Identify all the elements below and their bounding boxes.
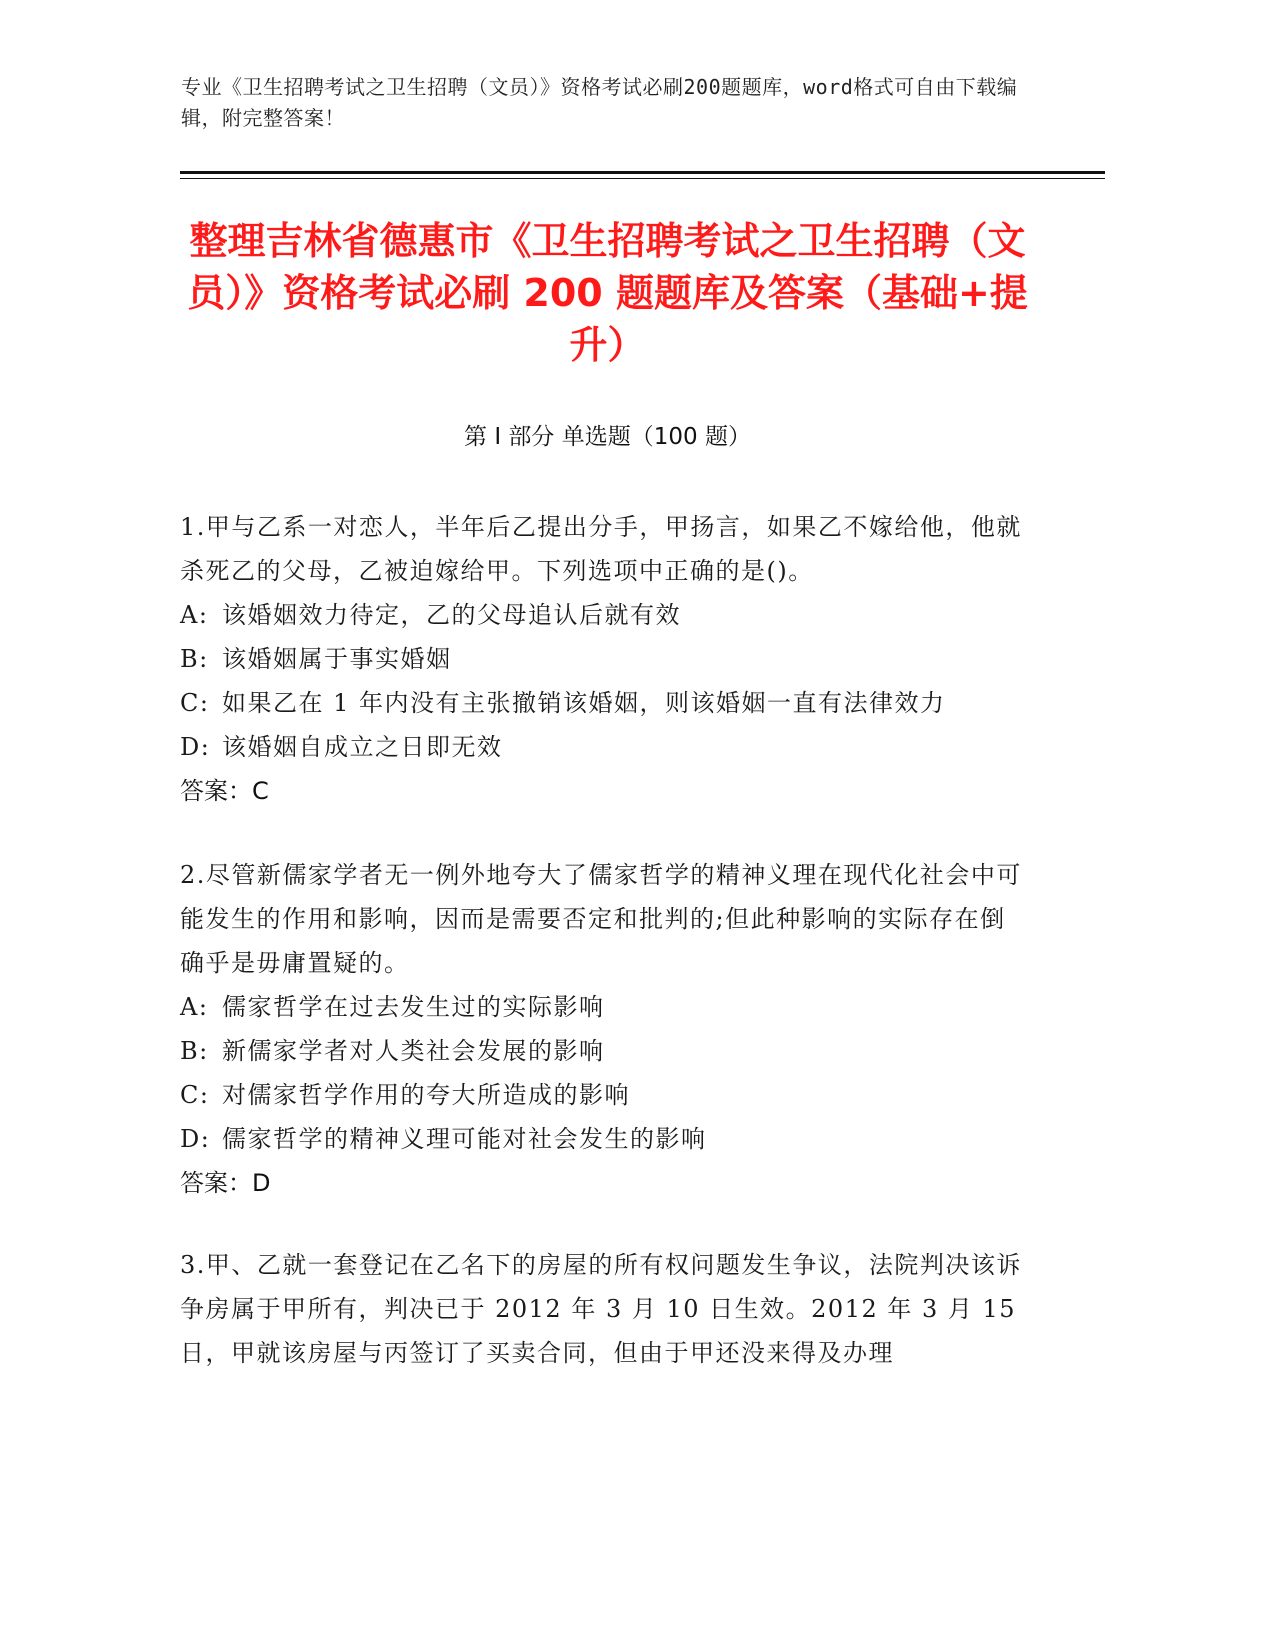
question-stem: 1.甲与乙系一对恋人，半年后乙提出分手，甲扬言，如果乙不嫁给他，他就杀死乙的父母，乙被迫嫁给甲。下列选项中正确的是()。: [180, 513, 1022, 585]
question-stem: 2.尽管新儒家学者无一例外地夸大了儒家哲学的精神义理在现代化社会中可能发生的作用和影响，因而是需要否定和批判的;但此种影响的实际存在倒确乎是毋庸置疑的。: [180, 861, 1022, 977]
option-a: [180, 593, 1030, 637]
option-text: 该婚姻自成立之日即无效: [222, 733, 503, 761]
question-1: [180, 505, 1030, 813]
header-rule-thin: [180, 178, 1105, 179]
option-a: [180, 985, 1030, 1029]
option-d: [180, 725, 1030, 769]
option-key: D:: [180, 733, 211, 761]
answer-line: [180, 1161, 1030, 1205]
answer-value: C: [252, 777, 269, 805]
answer-line: [180, 769, 1030, 813]
option-key: B:: [180, 1037, 209, 1065]
option-key: D:: [180, 1125, 211, 1153]
option-b: [180, 637, 1030, 681]
option-text: 儒家哲学的精神义理可能对社会发生的影响: [222, 1125, 707, 1153]
header-note: 专业《卫生招聘考试之卫生招聘（文员）》资格考试必刷200题题库，word格式可自由下载编辑，附完整答案！: [181, 75, 1018, 130]
option-key: B:: [180, 645, 209, 673]
option-key: A:: [180, 601, 209, 629]
option-text: 该婚姻属于事实婚姻: [222, 645, 452, 673]
section-title: 第 I 部分 单选题（100 题）: [464, 424, 751, 450]
option-d: [180, 1117, 1030, 1161]
option-text: 对儒家哲学作用的夸大所造成的影响: [222, 1081, 630, 1109]
question-3: [180, 1243, 1030, 1375]
option-b: [180, 1029, 1030, 1073]
question-stem: 3.甲、乙就一套登记在乙名下的房屋的所有权问题发生争议，法院判决该诉争房属于甲所有，判决已于 2012 年 3 月 10 日生效。2012 年 3 月 15 日，甲就该房屋与丙签订了买卖合同，但由于甲还没来得及办理: [180, 1251, 1022, 1367]
option-text: 如果乙在 1 年内没有主张撤销该婚姻，则该婚姻一直有法律效力: [222, 689, 946, 717]
option-c: [180, 1073, 1030, 1117]
header-rule-thick: [180, 171, 1105, 174]
option-key: C:: [180, 1081, 210, 1109]
question-2: [180, 853, 1030, 1205]
option-text: 儒家哲学在过去发生过的实际影响: [222, 993, 605, 1021]
option-key: A:: [180, 993, 209, 1021]
document-title: 整理吉林省德惠市《卫生招聘考试之卫生招聘（文员）》资格考试必刷 200 题题库及答案（基础+提升）: [187, 219, 1028, 367]
option-c: [180, 681, 1030, 725]
option-text: 该婚姻效力待定，乙的父母追认后就有效: [222, 601, 681, 629]
answer-label: 答案：: [180, 777, 252, 805]
answer-label: 答案：: [180, 1169, 252, 1197]
option-text: 新儒家学者对人类社会发展的影响: [222, 1037, 605, 1065]
answer-value: D: [252, 1169, 271, 1197]
option-key: C:: [180, 689, 210, 717]
